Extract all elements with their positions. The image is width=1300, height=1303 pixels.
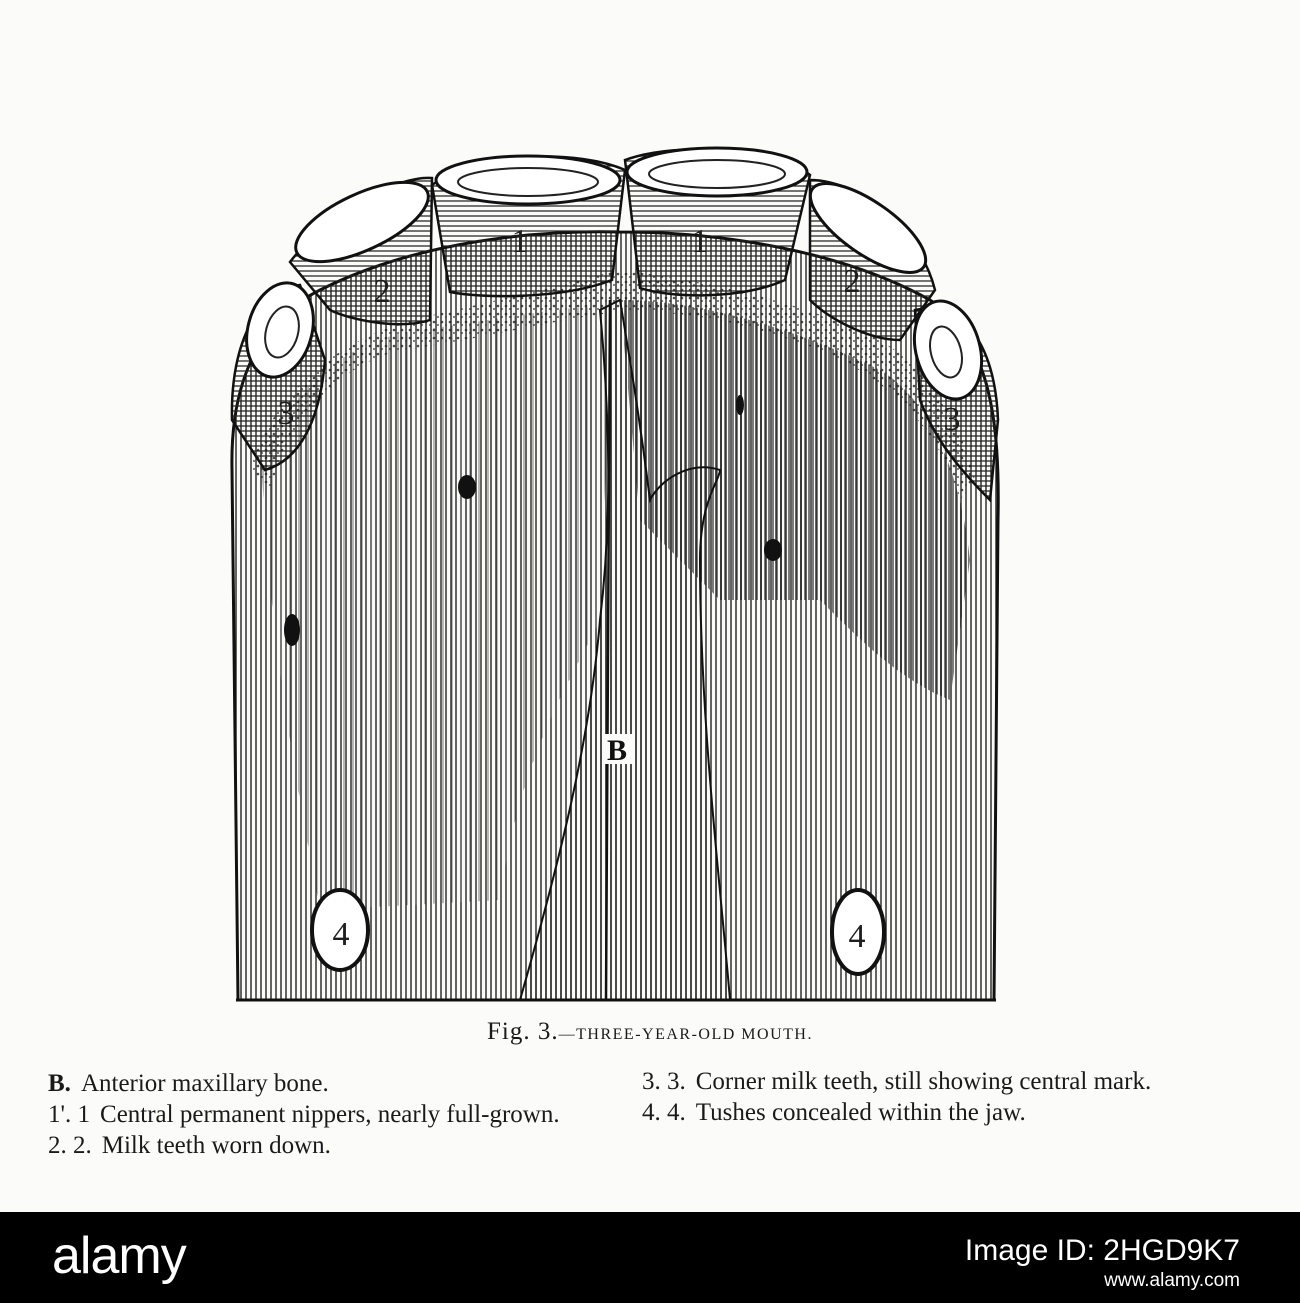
label-lateral-right: 2	[843, 263, 861, 300]
legend-entry-3	[642, 1066, 1262, 1097]
legend-entry-b	[48, 1068, 618, 1099]
legend-key: 4. 4.	[642, 1099, 686, 1126]
legend-left	[48, 1068, 618, 1161]
label-central-left: 1	[511, 223, 529, 260]
brand-logo: alamy	[52, 1227, 186, 1285]
caption-fig-number: Fig. 3.	[487, 1018, 559, 1045]
legend-key: B.	[48, 1070, 71, 1097]
label-tush-right: 4	[848, 918, 866, 955]
label-corner-left: 3	[277, 395, 295, 432]
site-url: www.alamy.com	[1104, 1270, 1240, 1291]
legend-key: 2. 2.	[48, 1132, 92, 1159]
central-incisor-right	[625, 148, 810, 295]
label-tush-left: 4	[332, 916, 350, 953]
image-id-label: Image ID: 2HGD9K7	[964, 1234, 1240, 1267]
legend-text: Tushes concealed within the jaw.	[695, 1099, 1026, 1126]
legend-text: Central permanent nippers, nearly full-grown.	[100, 1101, 560, 1128]
legend-text: Anterior maxillary bone.	[80, 1070, 329, 1097]
label-bone: B	[607, 734, 628, 767]
legend-entry-1	[48, 1099, 618, 1130]
legend-entry-2	[48, 1130, 618, 1161]
label-corner-right: 3	[943, 401, 961, 438]
legend-entry-4	[642, 1097, 1262, 1128]
label-lateral-left: 2	[373, 273, 391, 310]
legend-text: Corner milk teeth, still showing central mark.	[695, 1068, 1152, 1095]
caption-title: —THREE-YEAR-OLD MOUTH.	[558, 1026, 813, 1043]
central-incisor-left	[432, 156, 625, 296]
legend-right	[642, 1066, 1262, 1128]
legend-key: 1'. 1	[48, 1101, 91, 1128]
legend-text: Milk teeth worn down.	[101, 1132, 331, 1159]
figure-caption	[0, 1016, 1300, 1046]
legend-key: 3. 3.	[642, 1068, 686, 1095]
label-central-right: 1	[691, 223, 709, 260]
